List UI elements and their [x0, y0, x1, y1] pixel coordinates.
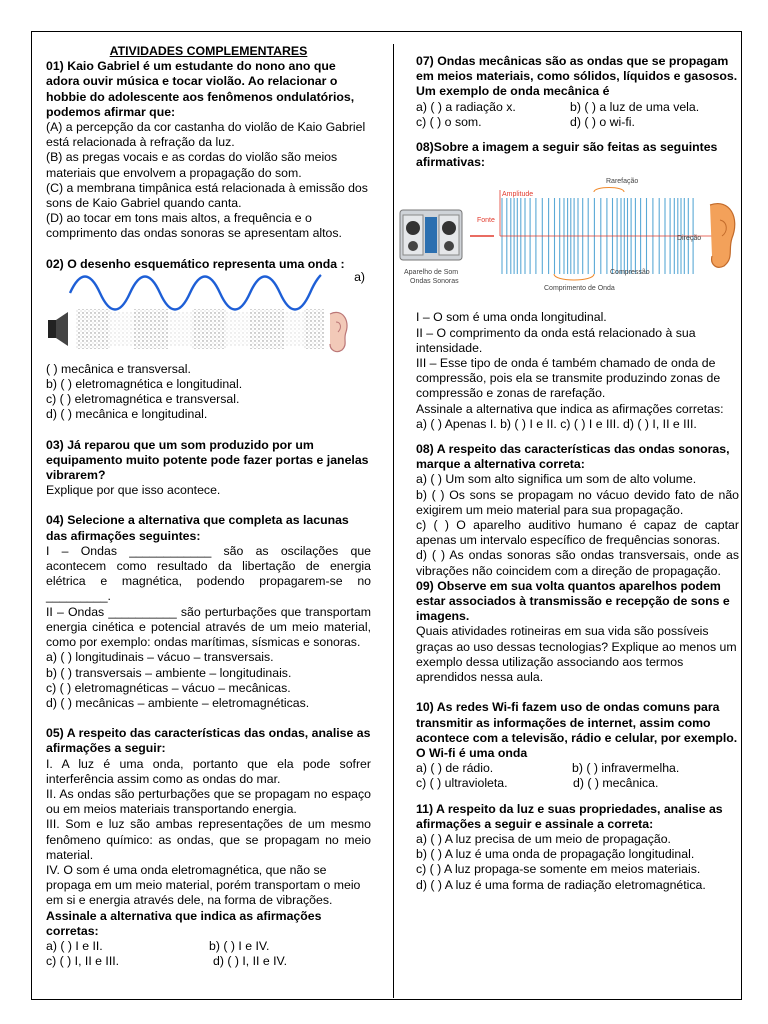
q08a-statement-ii: II – O comprimento da onda está relacionado à sua intensidade. [416, 325, 696, 355]
label-direcao: Direção [677, 235, 702, 243]
q10-option-d: d) ( ) mecânica. [573, 776, 659, 791]
q05-option-b: b) ( ) I e IV. [209, 938, 270, 953]
q05-statement-iii: III. Som e luz são ambas representações de um mesmo fenômeno químico: as ondas, que se propagam no meio material. [46, 817, 371, 862]
q04-statement-i: I – Ondas ____________ são as oscilações que acontecem como resultado da libertação de energia elétrica e magnética, podendo propagarem-se no _________. [46, 543, 371, 604]
q03-stem: 03) Já reparou que um som produzido por um equipamento muito potente pode fazer portas e janelas vibrarem? [46, 437, 369, 483]
q05-prompt: Assinale a alternativa que indica as afirmações corretas: [46, 908, 322, 938]
q01-option-b: (B) as pregas vocais e as cordas do violão são meios materiais que envolvem a propagação do som. [46, 150, 338, 180]
q04-option-a: a) ( ) longitudinais – vácuo – transversais. [46, 650, 274, 665]
q07-options-row-2 [416, 115, 739, 130]
q09-text: Quais atividades rotineiras em sua vida são possíveis graças ao uso dessas tecnologias? Explique ao menos um exemplo dessa utilização associando aos termos aprendidos nessa aula. [416, 624, 737, 685]
transverse-wave [70, 275, 321, 310]
q10-stem: 10) As redes Wi-fi fazem uso de ondas comuns para transmitir as informações de internet, assim como acontece com a televisão, rádio e celular, por exemplo. O Wi-fi é uma onda [416, 700, 738, 760]
wavelength-bracket [554, 274, 594, 280]
q04-option-b: b) ( ) transversais – ambiente – longitudinais. [46, 665, 292, 680]
rarefaction-bracket [594, 188, 624, 193]
q05-option-a: a) ( ) I e II. [46, 938, 103, 953]
q11-option-b: b) ( ) A luz é uma onda de propagação longitudinal. [416, 847, 695, 862]
q01-option-a: (A) a percepção da cor castanha do violão de Kaio Gabriel está relacionada à refração da luz. [46, 120, 366, 150]
ear-icon [710, 204, 735, 268]
page-title: ATIVIDADES COMPLEMENTARES [109, 44, 308, 58]
q01-stem: 01) Kaio Gabriel é um estudante do nono ano que adora ouvir música e tocar violão. Ao relacionar o hobbie do adolescente aos fenômenos ondulatórios, podemos afirmar que: [46, 59, 355, 119]
q07-option-d: d) ( ) o wi-fi. [570, 114, 635, 129]
q07-option-b: b) ( ) a luz de uma vela. [570, 99, 700, 114]
q02-option-d: d) ( ) mecânica e longitudinal. [46, 407, 208, 422]
q07-options-row-1 [416, 100, 739, 115]
q11-option-a: a) ( ) A luz precisa de um meio de propagação. [416, 831, 671, 846]
q08b-option-d: d) ( ) As ondas sonoras são ondas transversais, onde as vibrações não coincidem com a direção de propagação. [416, 548, 739, 578]
q07-option-a: a) ( ) a radiação x. [416, 99, 516, 114]
q02-option-b: b) ( ) eletromagnética e longitudinal. [46, 377, 243, 392]
ear-icon [330, 312, 347, 351]
right-column [404, 44, 739, 893]
q08a-prompt: Assinale a alternativa que indica as afirmações corretas: [416, 401, 724, 416]
label-fonte: Fonte [477, 217, 495, 225]
q09-stem: 09) Observe em sua volta quantos aparelhos podem estar associados à transmissão e recepção de sons e imagens. [416, 578, 730, 624]
q04-option-c: c) ( ) eletromagnéticas – vácuo – mecânicas. [46, 680, 291, 695]
q11-option-c: c) ( ) A luz propaga-se somente em meios materiais. [416, 862, 701, 877]
q10-options-row-2 [416, 776, 739, 791]
wave-diagram [46, 269, 371, 362]
q10-option-c: c) ( ) ultravioleta. [416, 776, 508, 791]
sound-wave-figure [394, 170, 739, 300]
q05-statement-ii: II. As ondas são perturbações que se propagam no espaço ou em meios materiais transportando energia. [46, 786, 371, 817]
q08a-statement-iii: III – Esse tipo de onda é também chamado de onda de compressão, pois ela se transmite produzindo zonas de compressão e zonas de rarefação. [416, 356, 721, 401]
q05-statement-iv: IV. O som é uma onda eletromagnética, que não se propaga em um meio material, porém transportam o meio em si e energia através dele, na forma de vibrações. [46, 862, 361, 908]
q10-option-b: b) ( ) infravermelha. [572, 761, 680, 776]
q03-text: Explique por que isso acontece. [46, 483, 221, 498]
sound-wave-diagram [394, 170, 739, 300]
q04-statement-ii: II – Ondas __________ são perturbações que transportam energia cinética e potencial através de um meio material, como por exemplo: ondas marítimas, sísmicas e sonoras. [46, 604, 371, 650]
stereo-icon [400, 210, 462, 260]
compression-bands [76, 309, 324, 349]
label-aparelho: Aparelho de Som [404, 269, 459, 277]
q10-options-row-1 [416, 761, 739, 776]
q08b-option-c: c) ( ) O aparelho auditivo humano é capaz de captar apenas um intervalo específico de frequências sonoras. [416, 518, 739, 548]
q07-stem: 07) Ondas mecânicas são as ondas que se propagam em meios materiais, como sólidos, líquidos e gasosos. Um exemplo de onda mecânica é [416, 54, 738, 99]
q05-options-row-2 [46, 954, 371, 969]
left-column [46, 44, 371, 969]
q04-option-d: d) ( ) mecânicas – ambiente – eletromagnéticas. [46, 695, 310, 710]
q11-stem: 11) A respeito da luz e suas propriedades, analise as afirmações a seguir e assinale a correta: [416, 801, 723, 831]
speaker-icon [48, 312, 68, 346]
q05-stem: 05) A respeito das características das ondas, analise as afirmações a seguir: [46, 726, 371, 756]
label-rarefacao: Rarefação [606, 178, 639, 186]
q02-stem: 02) O desenho esquemático representa uma onda : [46, 256, 345, 271]
label-comprimento: Comprimento de Onda [544, 285, 615, 293]
q05-option-c: c) ( ) I, II e III. [46, 954, 120, 969]
q04-stem: 04) Selecione a alternativa que completa as lacunas das afirmações seguintes: [46, 513, 349, 543]
q02-wave-figure [46, 269, 371, 362]
q05-option-d: d) ( ) I, II e IV. [213, 954, 288, 969]
q07-option-c: c) ( ) o som. [416, 114, 482, 129]
q08b-option-a: a) ( ) Um som alto significa um som de alto volume. [416, 472, 697, 487]
label-amplitude: Amplitude [502, 191, 534, 199]
q02-option-c: c) ( ) eletromagnética e transversal. [46, 392, 240, 407]
q01-option-d: (D) ao tocar em tons mais altos, a frequência e o comprimento das ondas sonoras se apresentam altos. [46, 211, 342, 241]
q08a-options: a) ( ) Apenas I. b) ( ) I e II. c) ( ) I e III. d) ( ) I, II e III. [416, 416, 697, 431]
label-ondas: Ondas Sonoras [410, 278, 459, 286]
q01-option-c: (C) a membrana timpânica está relacionada à emissão dos sons de Kaio Gabriel quando canta. [46, 180, 368, 211]
q08a-stem: 08)Sobre a imagem a seguir são feitas as seguintes afirmativas: [416, 140, 718, 170]
q02-a-marker: a) [354, 269, 365, 284]
q08a-statement-i: I – O som é uma onda longitudinal. [416, 310, 607, 325]
q05-options-row-1 [46, 939, 371, 954]
q08b-stem: 08) A respeito das características das ondas sonoras, marque a alternativa correta: [416, 442, 730, 472]
q10-option-a: a) ( ) de rádio. [416, 761, 494, 776]
q11-option-d: d) ( ) A luz é uma forma de radiação eletromagnética. [416, 877, 706, 892]
label-compressao: Compressão [610, 269, 650, 277]
q05-statement-i: I. A luz é uma onda, portanto que ela pode sofrer interferência assim como as ondas do mar. [46, 756, 371, 786]
q08b-option-b: b) ( ) Os sons se propagam no vácuo devido fato de não exigirem um meio material para sua propagação. [416, 487, 739, 517]
q02-option-a: ( ) mecânica e transversal. [46, 361, 191, 376]
